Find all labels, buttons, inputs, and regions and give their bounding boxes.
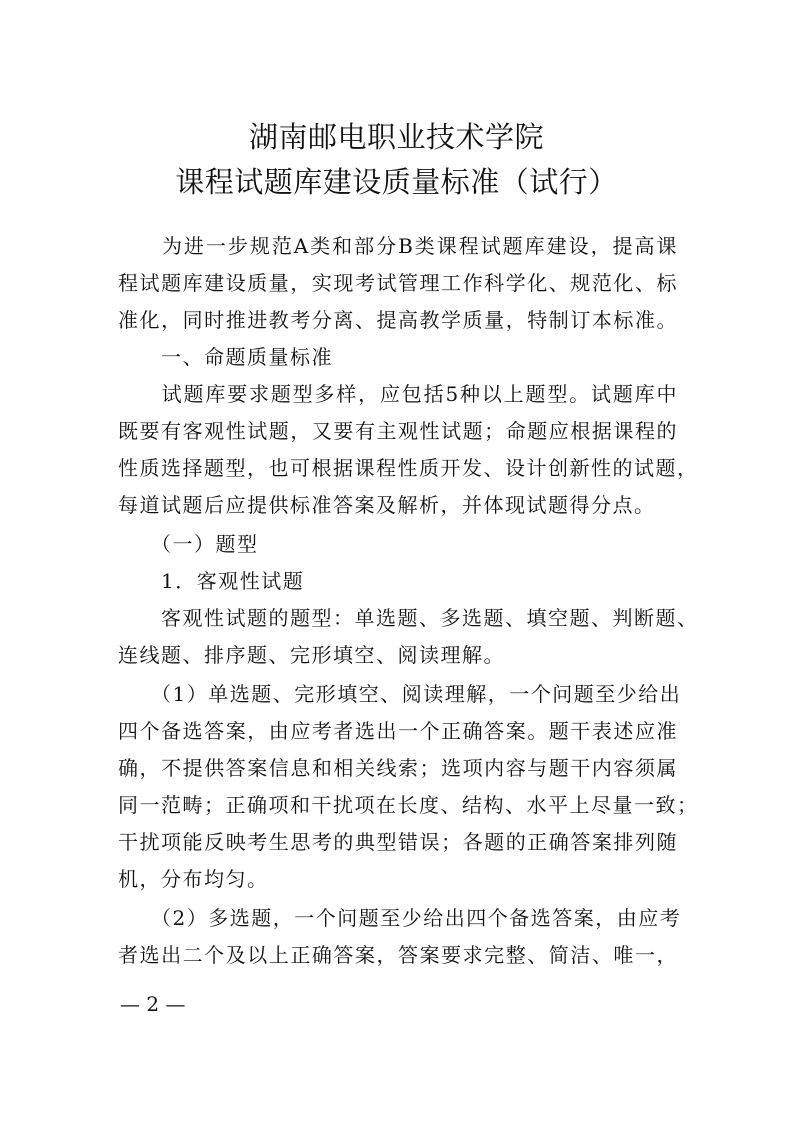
body-line: 干扰项能反映考生思考的典型错误；各题的正确答案排列随 bbox=[118, 830, 678, 854]
body-line: （1）单选题、完形填空、阅读理解，一个问题至少给出 bbox=[118, 682, 682, 706]
title-school-name: 湖南邮电职业技术学院 bbox=[248, 120, 544, 154]
title-standard-name: 课程试题库建设质量标准（试行） bbox=[175, 165, 618, 199]
body-line: 性质选择题型，也可根据课程性质开发、设计创新性的试题， bbox=[118, 456, 699, 480]
body-line: 为进一步规范A类和部分B类课程试题库建设，提高课 bbox=[118, 234, 678, 258]
body-line: 同一范畴；正确项和干扰项在长度、结构、水平上尽量一致； bbox=[118, 793, 699, 817]
body-line: 确，不提供答案信息和相关线索；选项内容与题干内容须属 bbox=[118, 756, 678, 780]
section-heading: 一、命题质量标准 bbox=[118, 345, 333, 369]
body-line: 既要有客观性试题，又要有主观性试题；命题应根据课程的 bbox=[118, 419, 678, 443]
body-line: 客观性试题的题型：单选题、多选题、填空题、判断题、 bbox=[118, 606, 699, 630]
body-line: 准化，同时推进教考分离、提高教学质量，特制订本标准。 bbox=[118, 308, 678, 332]
body-line: 者选出二个及以上正确答案，答案要求完整、简洁、唯一， bbox=[118, 943, 678, 967]
body-line: 每道试题后应提供标准答案及解析，并体现试题得分点。 bbox=[118, 493, 656, 517]
page-number: — 2 — bbox=[120, 992, 186, 1016]
body-line: 四个备选答案，由应考者选出一个正确答案。题干表述应准 bbox=[118, 719, 678, 743]
subsection-heading: （一）题型 bbox=[118, 532, 259, 556]
body-line: 连线题、排序题、完形填空、阅读理解。 bbox=[118, 643, 505, 667]
body-line: （2）多选题，一个问题至少给出四个备选答案，由应考 bbox=[118, 906, 682, 930]
body-line: 程试题库建设质量，实现考试管理工作科学化、规范化、标 bbox=[118, 271, 678, 295]
subsection-heading: 1．客观性试题 bbox=[118, 569, 305, 593]
body-line: 试题库要求题型多样，应包括5种以上题型。试题库中 bbox=[118, 382, 678, 406]
body-line: 机，分布均匀。 bbox=[118, 867, 269, 891]
